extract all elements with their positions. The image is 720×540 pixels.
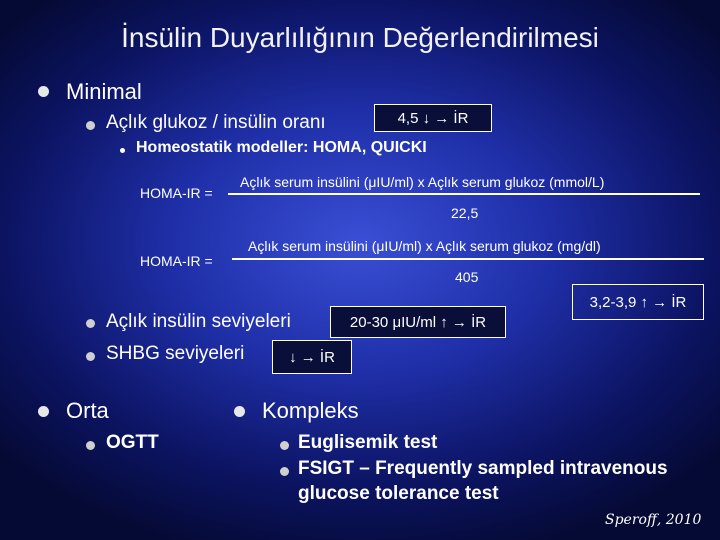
bullet-icon <box>38 406 49 417</box>
homa-label-2: HOMA-IR = <box>140 253 213 269</box>
bullet-icon <box>86 121 95 130</box>
bullet-icon <box>86 352 95 361</box>
homa-denominator-2: 405 <box>455 269 479 285</box>
item-euglisemik: Euglisemik test <box>298 432 438 453</box>
bullet-icon <box>234 406 245 417</box>
item-ogtt: OGTT <box>106 432 159 453</box>
box-glukoz-ratio: 4,5 ↓ → İR <box>374 104 492 132</box>
homa-numerator-2: Açlık serum insülini (μIU/ml) x Açlık serum glukoz (mg/dl) <box>248 238 601 254</box>
slide-title: İnsülin Duyarlılığının Değerlendirilmesi <box>121 22 599 53</box>
homa-denominator-1: 22,5 <box>451 205 479 221</box>
fraction-line <box>232 258 704 260</box>
box-homa-range: 3,2-3,9 ↑ → İR <box>572 284 704 320</box>
bullet-icon <box>38 86 49 97</box>
item-fsigt-line2: glucose tolerance test <box>298 483 499 504</box>
item-aclik-insulin: Açlık insülin seviyeleri <box>106 311 291 332</box>
bullet-icon <box>280 441 289 450</box>
heading-orta: Orta <box>66 398 109 423</box>
bullet-icon <box>86 319 95 328</box>
heading-kompleks: Kompleks <box>262 398 359 423</box>
sub-homa-quicki: Homeostatik modeller: HOMA, QUICKI <box>136 139 427 156</box>
box-insulin-level: 20-30 μIU/ml ↑ → İR <box>330 306 506 338</box>
homa-numerator-1: Açlık serum insülini (μIU/ml) x Açlık serum glukoz (mmol/L) <box>240 174 605 190</box>
citation: Speroff, 2010 <box>605 512 702 528</box>
item-shbg: SHBG seviyeleri <box>106 343 245 364</box>
fraction-line <box>228 193 700 195</box>
bullet-icon <box>280 467 289 476</box>
item-fsigt-line1: FSIGT – Frequently sampled intravenous <box>298 458 668 479</box>
heading-minimal: Minimal <box>66 79 142 104</box>
homa-label-1: HOMA-IR = <box>140 185 213 201</box>
item-aclik-glukoz-insulin: Açlık glukoz / insülin oranı <box>106 112 326 133</box>
bullet-icon <box>120 148 125 153</box>
box-shbg: ↓ → İR <box>272 340 352 374</box>
bullet-icon <box>86 441 95 450</box>
